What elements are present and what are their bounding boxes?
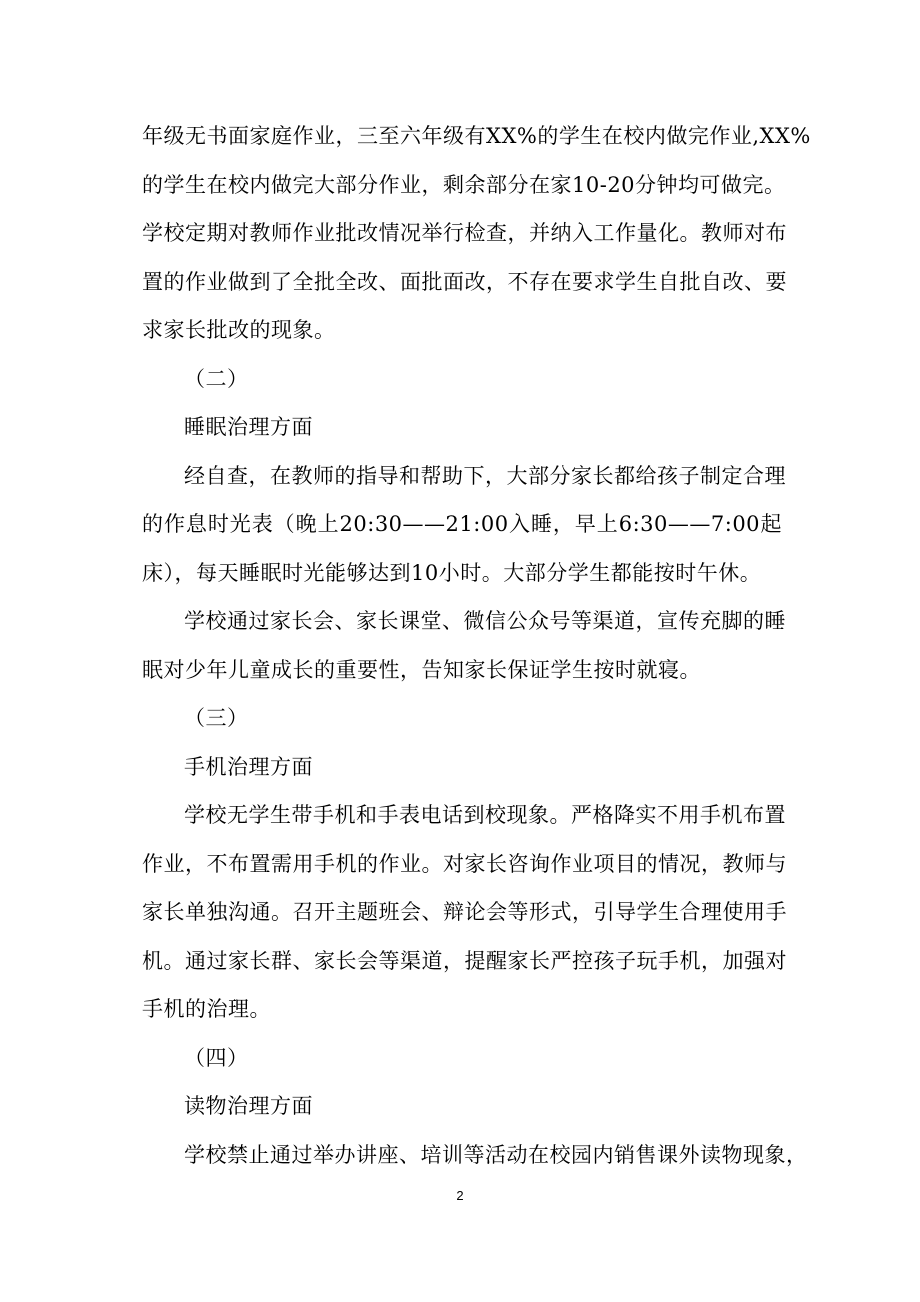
text-line-19: 手机的治理。: [142, 997, 271, 1021]
text-line-5: 求家长批改的现象。: [142, 318, 336, 342]
text-line-15: 学校无学生带手机和手表电话到校现象。严格降实不用手机布置: [184, 803, 786, 827]
section-number-4: （四）: [184, 1045, 249, 1070]
text-line-10: 床），每天睡眠时光能够达到10小时。大部分学生都能按时午休。: [142, 560, 762, 585]
section-heading-sleep: 睡眠治理方面: [184, 415, 313, 439]
section-heading-phone: 手机治理方面: [184, 754, 313, 779]
text-line-12: 眠对少年儿童成长的重要性，告知家长保证学生按时就寝。: [142, 657, 701, 682]
section-number-3: （三）: [184, 706, 249, 730]
document-body: [142, 112, 811, 1179]
text-line-22: 学校禁止通过举办讲座、培训等活动在校园内销售课外读物现象，: [184, 1142, 808, 1167]
text-line-1: 年级无书面家庭作业，三至六年级有XX%的学生在校内做完作业,XX%: [142, 124, 811, 148]
text-line-17: 家长单独沟通。召开主题班会、辩论会等形式，引导学生合理使用手: [142, 900, 787, 924]
section-heading-reading: 读物治理方面: [184, 1094, 313, 1118]
text-line-4: 置的作业做到了全批全改、面批面改，不存在要求学生自批自改、要: [142, 269, 787, 294]
section-number-2: （二）: [184, 366, 249, 391]
text-line-3: 学校定期对教师作业批改情况举行检查，并纳入工作量化。教师对布: [142, 221, 787, 245]
page-number: 2: [456, 1188, 464, 1203]
text-line-16: 作业，不布置需用手机的作业。对家长咨询作业项目的情况，教师与: [142, 851, 787, 876]
text-line-8: 经自查，在教师的指导和帮助下，大部分家长都给孩子制定合理: [184, 463, 786, 488]
text-line-2: 的学生在校内做完大部分作业，剩余部分在家10-20分钟均可做完。: [142, 172, 786, 197]
text-line-11: 学校通过家长会、家长课堂、微信公众号等渠道，宣传充脚的睡: [184, 609, 786, 633]
text-line-9: 的作息时光表（晚上20:30——21:00入睡，早上6:30——7:00起: [142, 512, 782, 536]
text-line-18: 机。通过家长群、家长会等渠道，提醒家长严控孩子玩手机，加强对: [142, 948, 787, 973]
